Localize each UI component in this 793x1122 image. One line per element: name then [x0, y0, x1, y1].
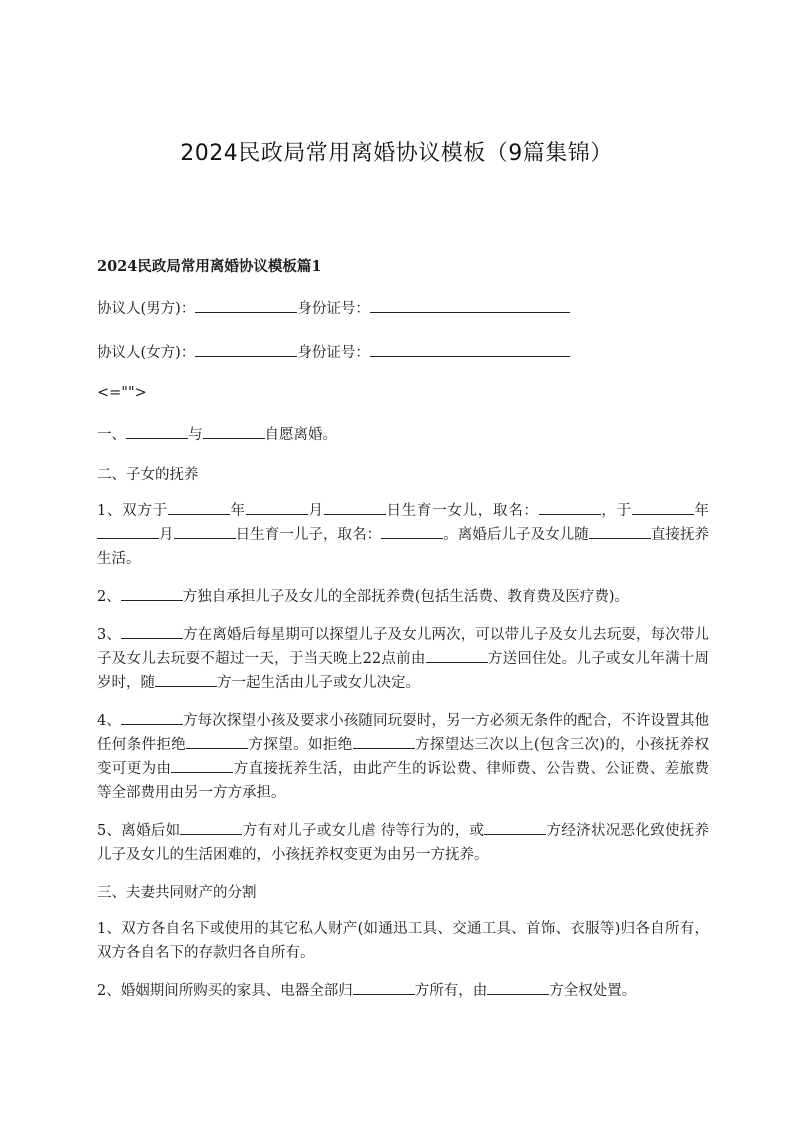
blank[interactable]	[381, 524, 443, 539]
clause-text: 方在离婚后每星期可以探望儿子及女儿两次，可以带儿子及女儿去玩耍，每次带儿子及女儿去玩耍不超过一天，于当天晚上22点前由	[97, 627, 709, 667]
clause-2-1	[97, 499, 709, 571]
blank[interactable]	[180, 820, 242, 835]
blank[interactable]	[539, 500, 601, 515]
blank[interactable]	[589, 524, 651, 539]
blank[interactable]	[487, 980, 549, 995]
clause-text: 方独自承担儿子及女儿的全部抚养费(包括生活费、教育费及医疗费)。	[182, 589, 630, 605]
clause-text: 月	[159, 527, 174, 543]
clause-text: 4、	[97, 713, 121, 729]
clause-text: 方所有，由	[414, 983, 488, 999]
clause-text: 5、离婚后如	[97, 823, 181, 839]
clause-text: 一、	[97, 427, 126, 443]
party-male-line	[97, 297, 709, 321]
clause-text: 方探望达三次以上(包含三次)的，小孩抚养权变可更为由	[97, 737, 710, 777]
clause-text: 2、婚姻期间所购买的家具、电器全部归	[97, 983, 353, 999]
blank[interactable]	[121, 710, 183, 725]
male-id-blank[interactable]	[370, 298, 570, 313]
blank[interactable]	[186, 734, 248, 749]
blank[interactable]	[121, 624, 183, 639]
clause-text: 直接抚养生活。	[97, 527, 710, 567]
clause-text: 。离婚后儿子及女儿随	[443, 527, 589, 543]
blank[interactable]	[174, 524, 236, 539]
clause-text: 方每次探望小孩及要求小孩随同玩耍时，另一方必须无条件的配合，不许设置其他任何条件拒绝	[97, 713, 709, 753]
blank[interactable]	[353, 734, 415, 749]
clause-text: 方探望。如拒绝	[248, 737, 353, 753]
clause-text: 1、双方于	[97, 503, 168, 519]
blank[interactable]	[484, 820, 546, 835]
clause-2-5	[97, 819, 709, 867]
male-name-blank[interactable]	[195, 298, 297, 313]
clause-1	[97, 423, 709, 447]
id-label: 身份证号：	[297, 345, 370, 361]
party-male-label: 协议人(男方)：	[97, 301, 196, 317]
blank[interactable]	[246, 500, 308, 515]
clause-text: 月	[307, 503, 324, 519]
clause-text: 年	[693, 503, 710, 519]
party-female-label: 协议人(女方)：	[97, 345, 196, 361]
blank[interactable]	[353, 980, 415, 995]
document-body	[97, 255, 709, 1017]
page-title: 2024民政局常用离婚协议模板（9篇集锦）	[180, 141, 613, 166]
section-3-heading: 三、夫妻共同财产的分割	[97, 885, 257, 901]
clause-text: 与	[188, 427, 203, 443]
clause-3-1: 1、双方各自名下或使用的其它私人财产(如通迅工具、交通工具、首饰、衣服等)归各自所有，双方各自名下的存款归各自所有。	[97, 921, 709, 961]
blank[interactable]	[97, 524, 159, 539]
clause-text: 方经济状况恶化致使抚养儿子及女儿的生活困难的，小孩抚养权变更为由另一方抚养。	[97, 823, 710, 863]
clause-text: 自愿离婚。	[264, 427, 337, 443]
clause-text: 2、	[97, 589, 121, 605]
blank[interactable]	[426, 648, 488, 663]
clause-text: 年	[229, 503, 246, 519]
blank[interactable]	[155, 672, 217, 687]
clause-text: 方一起生活由儿子或女儿决定。	[217, 675, 420, 691]
clause-2-2	[97, 585, 709, 609]
id-label: 身份证号：	[297, 301, 370, 317]
female-id-blank[interactable]	[370, 342, 570, 357]
party-female-line	[97, 341, 709, 365]
clause-text: 日生育一女儿，取名：	[385, 503, 539, 519]
clause-2-4	[97, 709, 709, 805]
blank[interactable]	[121, 586, 183, 601]
clause-2-3	[97, 623, 709, 695]
clause-text: 方有对儿子或女儿虐 待等行为的，或	[242, 823, 485, 839]
clause-text: 日生育一儿子，取名：	[235, 527, 382, 543]
blank[interactable]	[324, 500, 386, 515]
section-2-heading: 二、子女的抚养	[97, 467, 199, 483]
blank[interactable]	[203, 424, 265, 439]
clause-text: 方直接抚养生活，由此产生的诉讼费、律师费、公告费、公证费、差旅费等全部费用由另一方方承担。	[97, 761, 710, 801]
clause-text: ，于	[600, 503, 632, 519]
section-heading: 2024民政局常用离婚协议模板篇1	[97, 258, 322, 275]
clause-text: 方全权处置。	[549, 983, 637, 999]
clause-text: 3、	[97, 627, 121, 643]
stray-code: <="">	[97, 385, 147, 401]
blank[interactable]	[168, 500, 230, 515]
clause-3-2	[97, 979, 709, 1003]
blank[interactable]	[632, 500, 694, 515]
blank[interactable]	[171, 758, 233, 773]
clause-text: 方送回住处。儿子或女儿年满十周岁时，随	[97, 651, 709, 691]
female-name-blank[interactable]	[195, 342, 297, 357]
blank[interactable]	[126, 424, 188, 439]
